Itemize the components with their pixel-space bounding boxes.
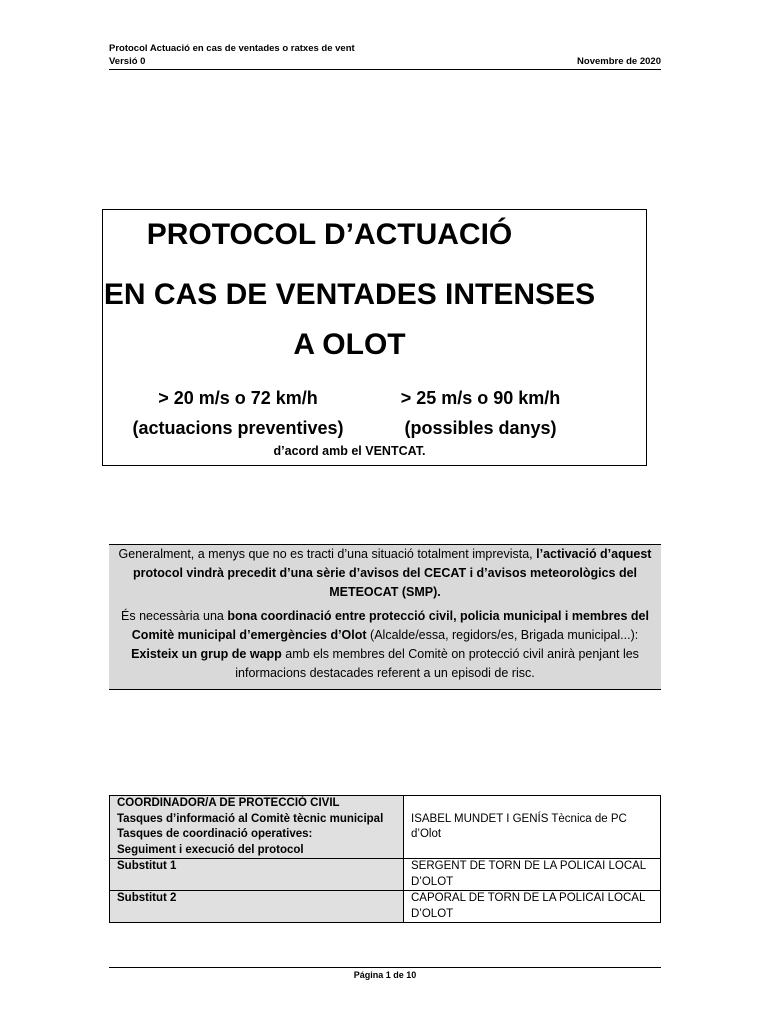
coordinator-role-line: Tasques de coordinació operatives: xyxy=(117,828,313,840)
coordinator-name-cell: ISABEL MUNDET I GENÍS Tècnica de PC d’Olot xyxy=(404,796,661,859)
info-p1-text: Generalment, a menys que no es tracti d’una situació totalment imprevista, xyxy=(118,547,537,561)
info-p2-text-b: (Alcalde/essa, regidors/es, Brigada municipal...): xyxy=(366,628,639,642)
threshold-damage-note: (possibles danys) xyxy=(404,418,557,438)
info-p2-bold-b: Existeix un grup de wapp xyxy=(131,647,282,661)
header-doc-title: Protocol Actuació en cas de ventades o ratxes de vent xyxy=(109,43,355,54)
header-version: Versió 0 xyxy=(109,56,146,67)
coordinator-role-line: COORDINADOR/A DE PROTECCIÓ CIVIL xyxy=(117,797,340,809)
substitute-1-name: SERGENT DE TORN DE LA POLICAI LOCAL D’OLOT xyxy=(404,859,661,891)
threshold-preventive-value: > 20 m/s o 72 km/h xyxy=(158,388,318,408)
title-line-2: EN CAS DE VENTADES INTENSES xyxy=(103,278,596,311)
table-row xyxy=(110,859,661,891)
info-paragraph-1 xyxy=(113,545,657,602)
coordinator-role-line: Seguiment i execució del protocol xyxy=(117,843,304,856)
info-p2-text-a: És necessària una xyxy=(121,609,228,623)
title-box xyxy=(102,209,647,466)
title-line-3: A OLOT xyxy=(293,328,406,361)
substitute-1-label: Substitut 1 xyxy=(110,859,404,891)
coordinator-role-line: Tasques d’informació al Comitè tècnic municipal xyxy=(117,812,384,825)
info-box xyxy=(109,544,661,690)
info-paragraph-2 xyxy=(113,607,657,683)
substitute-2-name: CAPORAL DE TORN DE LA POLICAI LOCAL D’OLOT xyxy=(404,891,661,923)
threshold-damage-value: > 25 m/s o 90 km/h xyxy=(400,388,561,408)
threshold-damage xyxy=(383,383,578,443)
table-row xyxy=(110,796,661,859)
substitute-2-label: Substitut 2 xyxy=(110,891,404,923)
info-p1-bold: l’activació d’aquest protocol vindrà precedit d’una sèrie d’avisos del CECAT i d’avisos meteorològics del METEOCAT (SMP). xyxy=(132,547,652,599)
header-date: Novembre de 2020 xyxy=(577,56,661,67)
page-footer xyxy=(109,967,661,980)
page-header xyxy=(109,42,661,70)
info-p2-text-c: amb els membres del Comitè on protecció civil anirà penjant les informacions destacades referent a un episodi de risc. xyxy=(235,647,639,680)
threshold-preventive-note: (actuacions preventives) xyxy=(132,418,344,438)
info-p2-bold-a: bona coordinació entre protecció civil, policia municipal i membres del Comitè municipal d’emergències d’Olot xyxy=(131,609,649,642)
threshold-preventive xyxy=(123,383,353,443)
ventcat-footnote: d’acord amb el VENTCAT. xyxy=(273,444,426,458)
title-line-1: PROTOCOL D’ACTUACIÓ xyxy=(146,218,513,251)
coordinator-roles-cell xyxy=(110,796,404,859)
roles-table xyxy=(109,795,661,923)
page-number: Página 1 de 10 xyxy=(353,970,417,980)
table-row xyxy=(110,891,661,923)
